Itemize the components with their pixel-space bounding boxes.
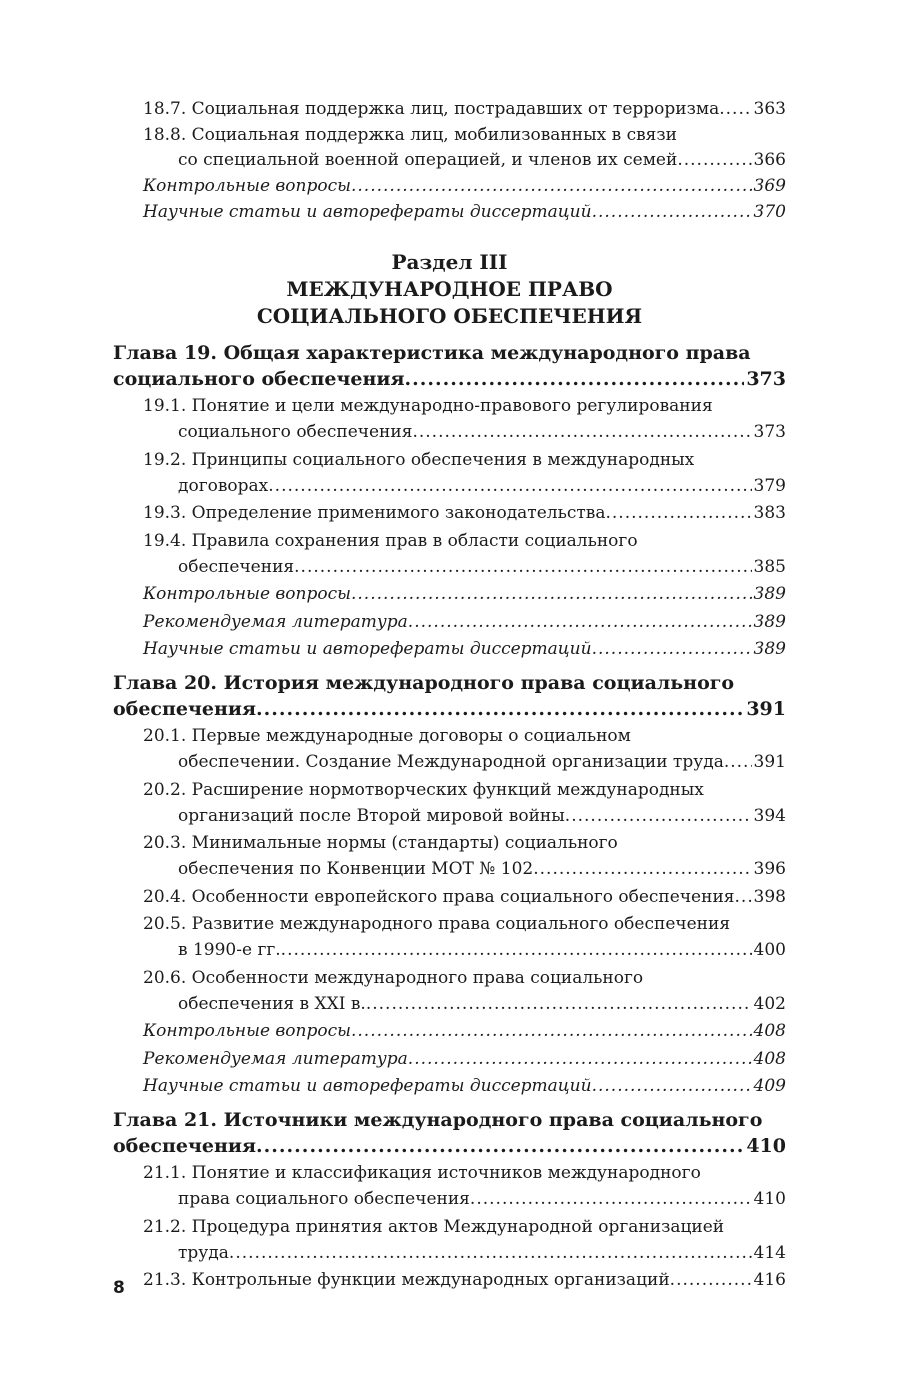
dot-leader bbox=[366, 991, 752, 1017]
toc-page-number: 410 bbox=[753, 1189, 786, 1210]
toc-page-number: 385 bbox=[753, 556, 786, 577]
toc-line bbox=[143, 473, 786, 499]
toc-entry[interactable] bbox=[143, 1214, 786, 1266]
toc-line bbox=[113, 696, 786, 722]
toc-line bbox=[113, 366, 786, 392]
toc-entry[interactable] bbox=[143, 97, 786, 122]
toc-line bbox=[143, 1073, 786, 1099]
toc-entry-text: со специальной военной операцией, и членов их семей bbox=[178, 149, 678, 170]
toc-page-number: 408 bbox=[753, 1048, 786, 1069]
dot-leader bbox=[592, 1073, 752, 1099]
dot-leader bbox=[735, 884, 752, 910]
dot-leader bbox=[412, 419, 751, 445]
chapter-list bbox=[113, 340, 786, 1293]
toc-page-number: 373 bbox=[753, 422, 786, 443]
toc-entry-text: 18.7. Социальная поддержка лиц, пострадавших от терроризма bbox=[143, 99, 720, 119]
toc-entry-text: 21.3. Контрольные функции международных организаций bbox=[143, 1270, 670, 1291]
toc-line bbox=[143, 1046, 786, 1072]
chapter-title[interactable] bbox=[113, 340, 786, 392]
dot-leader bbox=[670, 1267, 752, 1293]
toc-entry-text: Глава 19. Общая характеристика международного права bbox=[113, 342, 751, 365]
toc-page-number: 416 bbox=[753, 1270, 786, 1291]
dot-leader bbox=[565, 803, 752, 829]
toc-entry-text: в 1990-е гг. bbox=[178, 940, 281, 961]
toc-entry-text: Глава 21. Источники международного права социального bbox=[113, 1109, 763, 1132]
toc-entry-text: 21.2. Процедура принятия актов Международной организацией bbox=[143, 1216, 725, 1237]
toc-page-number: 363 bbox=[753, 99, 786, 119]
toc-entry[interactable] bbox=[143, 830, 786, 882]
toc-entry[interactable] bbox=[143, 393, 786, 445]
toc-entry-text: Контрольные вопросы bbox=[143, 175, 351, 196]
toc-page-number: 414 bbox=[753, 1242, 786, 1263]
toc-page-number: 366 bbox=[753, 149, 786, 170]
toc-entry-text: Рекомендуемая литература bbox=[143, 611, 408, 632]
toc-entry[interactable] bbox=[143, 1073, 786, 1099]
toc-line bbox=[143, 884, 786, 910]
dot-leader bbox=[533, 856, 751, 882]
toc-line bbox=[143, 148, 786, 173]
toc-page-number: 408 bbox=[753, 1021, 786, 1042]
toc-page-number: 402 bbox=[753, 993, 786, 1014]
dot-leader bbox=[408, 609, 752, 635]
toc-entry-text: обеспечения по Конвенции МОТ № 102 bbox=[178, 859, 534, 880]
dot-leader bbox=[281, 937, 752, 963]
dot-leader bbox=[724, 749, 752, 775]
toc-line bbox=[143, 581, 786, 607]
toc-entry-text: 19.4. Правила сохранения прав в области социального bbox=[143, 530, 638, 551]
toc-entry[interactable] bbox=[143, 723, 786, 775]
toc-line bbox=[143, 174, 786, 199]
toc-line bbox=[143, 500, 786, 526]
toc-page-number: 370 bbox=[753, 201, 786, 222]
dot-leader bbox=[294, 554, 751, 580]
toc-entry[interactable] bbox=[143, 911, 786, 963]
toc-line bbox=[143, 1018, 786, 1044]
toc-entry[interactable] bbox=[143, 200, 786, 225]
toc-page-number: 389 bbox=[753, 584, 786, 605]
toc-entry-text: 19.1. Понятие и цели международно-правового регулирования bbox=[143, 396, 713, 417]
toc-page-number: 389 bbox=[753, 639, 786, 660]
dot-leader bbox=[470, 1186, 752, 1212]
toc-entry-text: 19.3. Определение применимого законодательства bbox=[143, 503, 606, 524]
chapter-title[interactable] bbox=[113, 1107, 786, 1159]
page-number: 8 bbox=[113, 1278, 125, 1298]
toc-page-number: 410 bbox=[746, 1135, 786, 1158]
toc-entry-text: Глава 20. История международного права социального bbox=[113, 672, 735, 695]
section-label: Раздел III bbox=[391, 250, 508, 275]
toc-entry[interactable] bbox=[143, 123, 786, 172]
toc-entry-text: Научные статьи и авторефераты диссертаций bbox=[143, 201, 592, 222]
toc-page-number: 389 bbox=[753, 611, 786, 632]
toc-entry[interactable] bbox=[143, 528, 786, 580]
dot-leader bbox=[268, 473, 751, 499]
toc-entry-text: обеспечения в XXI в. bbox=[178, 993, 366, 1014]
toc-line bbox=[143, 636, 786, 662]
table-of-contents bbox=[113, 97, 786, 1295]
toc-page-number: 373 bbox=[746, 368, 786, 391]
toc-line bbox=[143, 554, 786, 580]
toc-entry[interactable] bbox=[143, 636, 786, 662]
toc-entry[interactable] bbox=[143, 777, 786, 829]
toc-line bbox=[143, 749, 786, 775]
toc-line bbox=[113, 1133, 786, 1159]
dot-leader bbox=[605, 500, 751, 526]
toc-line bbox=[143, 856, 786, 882]
toc-entry-text: Контрольные вопросы bbox=[143, 584, 351, 605]
chapter-block bbox=[113, 1107, 786, 1293]
toc-entry[interactable] bbox=[143, 500, 786, 526]
toc-page-number: 391 bbox=[746, 698, 786, 721]
toc-page-number: 409 bbox=[753, 1076, 786, 1097]
toc-entry-text: 20.4. Особенности европейского права социального обеспечения bbox=[143, 886, 735, 907]
dot-leader bbox=[351, 174, 752, 199]
dot-leader bbox=[256, 1133, 744, 1159]
toc-entry[interactable] bbox=[143, 1018, 786, 1044]
toc-line bbox=[143, 1240, 786, 1266]
toc-entry[interactable] bbox=[143, 965, 786, 1017]
toc-entry-text: 20.5. Развитие международного права социального обеспечения bbox=[143, 914, 731, 935]
toc-entry-text: 20.6. Особенности международного права социального bbox=[143, 967, 644, 988]
toc-line bbox=[143, 97, 786, 122]
toc-entry-text: 19.2. Принципы социального обеспечения в международных bbox=[143, 449, 695, 470]
toc-entry-text: организаций после Второй мировой войны bbox=[178, 805, 565, 826]
toc-entry-text: Контрольные вопросы bbox=[143, 1021, 351, 1042]
dot-leader bbox=[592, 200, 752, 225]
toc-line bbox=[143, 803, 786, 829]
chapter-title[interactable] bbox=[113, 670, 786, 722]
toc-entry-text: права социального обеспечения bbox=[178, 1189, 470, 1210]
toc-page-number: 379 bbox=[753, 475, 786, 496]
toc-entry-text: 20.1. Первые международные договоры о социальном bbox=[143, 726, 631, 747]
dot-leader bbox=[592, 636, 752, 662]
toc-entry-text: социального обеспечения bbox=[113, 368, 405, 391]
toc-entry[interactable] bbox=[143, 1267, 786, 1293]
toc-entry[interactable] bbox=[143, 1160, 786, 1212]
toc-page-number: 398 bbox=[753, 886, 786, 907]
toc-entry-text: 18.8. Социальная поддержка лиц, мобилизованных в связи bbox=[143, 125, 678, 146]
toc-entry-text: обеспечения bbox=[178, 556, 295, 577]
toc-line bbox=[143, 991, 786, 1017]
toc-entry[interactable] bbox=[143, 447, 786, 499]
toc-entry[interactable] bbox=[143, 884, 786, 910]
continued-entries bbox=[113, 97, 786, 224]
toc-line bbox=[143, 419, 786, 445]
toc-entry-text: 21.1. Понятие и классификация источников международного bbox=[143, 1163, 701, 1184]
toc-page-number: 383 bbox=[753, 503, 786, 524]
toc-page-number: 396 bbox=[753, 859, 786, 880]
dot-leader bbox=[351, 1018, 752, 1044]
toc-page-number: 400 bbox=[753, 940, 786, 961]
toc-entry-text: договорах bbox=[178, 475, 269, 496]
dot-leader bbox=[405, 366, 745, 392]
dot-leader bbox=[677, 148, 751, 173]
toc-entry-text: 20.3. Минимальные нормы (стандарты) социального bbox=[143, 833, 618, 854]
dot-leader bbox=[408, 1046, 752, 1072]
toc-entry-text: социального обеспечения bbox=[178, 422, 413, 443]
toc-entry-text: обеспечения bbox=[113, 698, 257, 721]
section-title-line: МЕЖДУНАРОДНОЕ ПРАВО bbox=[286, 277, 613, 302]
toc-entry-text: Научные статьи и авторефераты диссертаций bbox=[143, 1076, 592, 1097]
toc-page-number: 369 bbox=[753, 175, 786, 196]
chapter-block bbox=[113, 340, 786, 662]
toc-page-number: 394 bbox=[753, 805, 786, 826]
toc-entry-text: Научные статьи и авторефераты диссертаций bbox=[143, 639, 592, 660]
toc-entry-text: Рекомендуемая литература bbox=[143, 1048, 408, 1069]
toc-entry[interactable] bbox=[143, 581, 786, 607]
section-title-line: СОЦИАЛЬНОГО ОБЕСПЕЧЕНИЯ bbox=[256, 304, 643, 329]
dot-leader bbox=[229, 1240, 752, 1266]
toc-entry-text: обеспечения bbox=[113, 1135, 257, 1158]
toc-line bbox=[143, 1186, 786, 1212]
toc-entry[interactable] bbox=[143, 609, 786, 635]
toc-entry[interactable] bbox=[143, 1046, 786, 1072]
toc-line bbox=[143, 1267, 786, 1293]
toc-line bbox=[143, 609, 786, 635]
dot-leader bbox=[256, 696, 744, 722]
toc-entry-text: труда bbox=[178, 1242, 229, 1263]
toc-page-number: 391 bbox=[753, 752, 786, 773]
dot-leader bbox=[351, 581, 752, 607]
toc-entry-text: обеспечении. Создание Международной организации труда bbox=[178, 752, 724, 773]
toc-line bbox=[143, 200, 786, 225]
section-heading bbox=[113, 249, 786, 330]
toc-entry[interactable] bbox=[143, 174, 786, 199]
toc-line bbox=[143, 937, 786, 963]
dot-leader bbox=[719, 97, 751, 122]
toc-entry-text: 20.2. Расширение нормотворческих функций международных bbox=[143, 779, 704, 800]
chapter-block bbox=[113, 670, 786, 1099]
